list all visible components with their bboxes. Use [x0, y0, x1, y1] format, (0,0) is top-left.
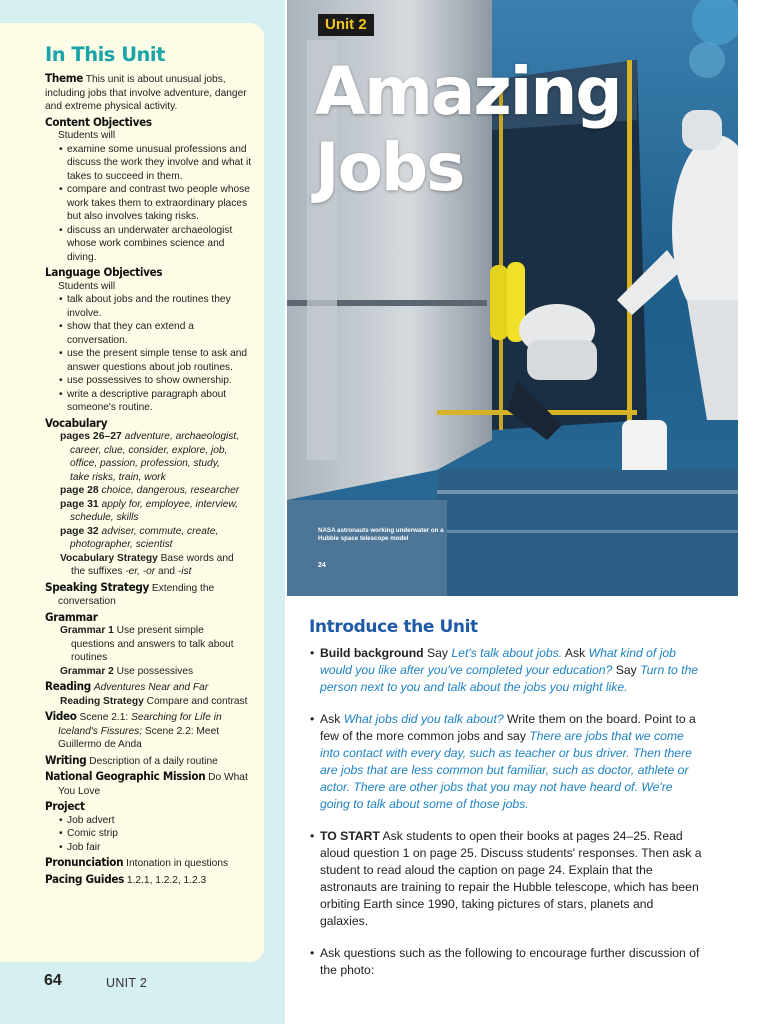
- writing-section: Writing Description of a daily routine: [45, 752, 218, 767]
- list-item: • compare and contrast two people whose work takes them to extraordinary places but also involves taking risks.: [45, 183, 252, 224]
- photo-caption: NASA astronauts working underwater on a Hubble space telescope model: [318, 527, 444, 542]
- list-item: • examine some unusual professions and discuss the work they involve and what it takes to succeed in them.: [45, 143, 252, 184]
- video-section: Video Scene 2.1: Searching for Life in Iceland's Fissures; Scene 2.2: Meet Guillermo de Anda: [45, 709, 222, 750]
- list-item: • Job fair: [45, 841, 252, 855]
- page-number: 64: [44, 972, 62, 989]
- list-item: • Ask What jobs did you talk about? Write them on the board. Point to a few of the more common jobs and say There are jobs that we come into contact with every day, such as teacher or bus driver. Then there are jobs that are less common but familiar, such as doctor, athlete or actor. There are other jobs that you may not have heard of. We're going to talk about some of those jobs.: [309, 711, 704, 813]
- list-item: • Comic strip: [45, 827, 252, 841]
- grammar-section: Grammar Grammar 1 Use present simple questions and answers to talk about routines Grammar 2 Use possessives: [45, 609, 234, 677]
- panel-title: In This Unit: [45, 43, 165, 66]
- unit-title: Amazing Jobs: [315, 53, 621, 206]
- footer-unit-label: UNIT 2: [106, 976, 148, 990]
- introduce-unit-section: [309, 616, 704, 994]
- list-item: • Job advert: [45, 814, 252, 828]
- list-item: • discuss an underwater archaeologist whose work combines science and diving.: [45, 224, 252, 265]
- content-objectives-section: Content Objectives Students will • examine some unusual professions and discuss the work they involve and what it takes to succeed in them. • compare and contrast two people whose work takes them to extraordinary places but also involves taking risks. • discuss an underwater archaeologist whose work combines science and diving.: [45, 116, 252, 265]
- speaking-strategy-section: Speaking Strategy Extending the conversation: [45, 579, 215, 607]
- list-item: • use the present simple tense to ask and answer questions about job routines.: [45, 347, 252, 374]
- theme-section: Theme This unit is about unusual jobs, including jobs that involve adventure, danger and extreme physical activity.: [45, 71, 247, 112]
- list-item: • write a descriptive paragraph about someone's routine.: [45, 388, 252, 415]
- list-item: • Build background Say Let's talk about jobs. Ask What kind of job would you like after you've completed your education? Say Turn to the person next to you and talk about the jobs you might like.: [309, 645, 704, 696]
- photo-page-number: 24: [318, 562, 326, 569]
- project-section: Project • Job advert • Comic strip • Job fair: [45, 800, 252, 854]
- list-item: • use possessives to show ownership.: [45, 374, 252, 388]
- ngm-section: National Geographic Mission Do What You Love: [45, 769, 248, 797]
- section-heading: Introduce the Unit: [309, 617, 478, 637]
- in-this-unit-panel: [0, 23, 264, 962]
- list-item: • Ask questions such as the following to encourage further discussion of the photo:: [309, 945, 704, 979]
- pacing-guides-section: Pacing Guides 1.2.1, 1.2.2, 1.2.3: [45, 871, 207, 886]
- list-item: • show that they can extend a conversation.: [45, 320, 252, 347]
- language-objectives-section: Language Objectives Students will • talk about jobs and the routines they involve. • show that they can extend a conversation. • use the present simple tense to ask and answer questions about job routines. • use possessives to show ownership. • write a descriptive paragraph about someone's routine.: [45, 266, 252, 415]
- list-item: • talk about jobs and the routines they involve.: [45, 293, 252, 320]
- pronunciation-section: Pronunciation Intonation in questions: [45, 855, 229, 869]
- list-item: • TO START Ask students to open their books at pages 24–25. Read aloud question 1 on page 25. Discuss students' responses. Then ask a student to read aloud the caption on page 24. Explain that the astronauts are training to repair the Hubble telescope, which has been orbiting Earth since 1990, taking pictures of stars, planets and galaxies.: [309, 828, 704, 930]
- vocabulary-section: Vocabulary pages 26–27 adventure, archaeologist, career, clue, consider, explore, job, office, passion, profession, study, take risks, train, work page 28 choice, dangerous, researcher page 31 apply for, employee, interview, schedule, skills page 32 adviser, commute, create, photographer, scientist Vocabulary Strategy Base words and the suffixes -er, -or and -ist: [45, 415, 240, 577]
- reading-section: Reading Adventures Near and Far Reading Strategy Compare and contrast: [45, 679, 248, 707]
- unit-badge: Unit 2: [318, 14, 374, 36]
- astronaut-photo: [287, 0, 738, 596]
